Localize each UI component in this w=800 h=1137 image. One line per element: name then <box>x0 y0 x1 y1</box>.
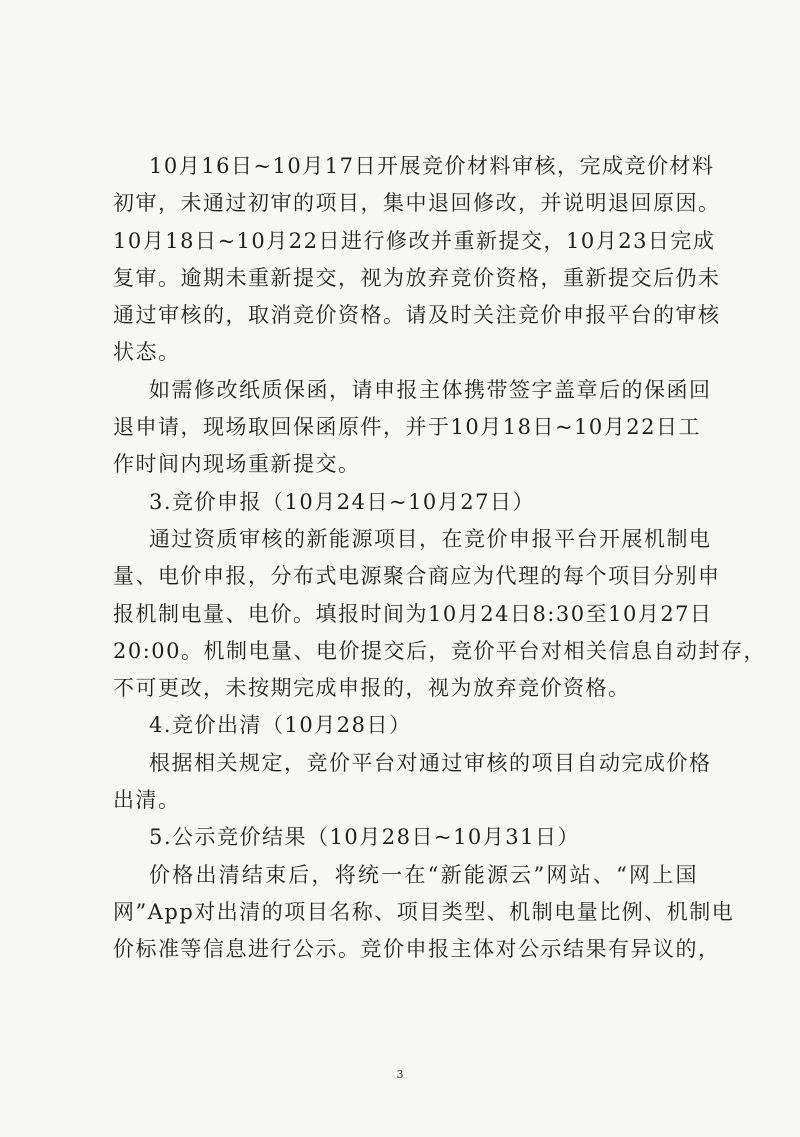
text-line: 根据相关规定，竞价平台对通过审核的项目自动完成价格 <box>149 750 712 775</box>
text-line: 状态。 <box>113 340 181 365</box>
text-line: 10月16日~10月17日开展竞价材料审核，完成竞价材料 <box>149 154 715 178</box>
text-line: 复审。逾期未重新提交，视为放弃竞价资格，重新提交后仍未 <box>113 265 721 290</box>
text-line: 初审，未通过初审的项目，集中退回修改，并说明退回原因。 <box>113 191 721 216</box>
text-line: 20:00。机制电量、电价提交后，竞价平台对相关信息自动封存， <box>113 638 767 663</box>
text-line: 退申请，现场取回保函原件，并于10月18日~10月22日工 <box>113 415 701 440</box>
text-line: 价标准等信息进行公示。竞价申报主体对公示结果有异议的， <box>113 937 721 962</box>
text-line: 3.竞价申报（10月24日~10月27日） <box>149 489 536 514</box>
text-line: 网”App对出清的项目名称、项目类型、机制电量比例、机制电 <box>113 899 735 924</box>
text-line: 如需修改纸质保函，请申报主体携带签字盖章后的保函回 <box>149 377 712 402</box>
text-line: 4.竞价出清（10月28日） <box>149 713 412 738</box>
text-line: 量、电价申报，分布式电源聚合商应为代理的每个项目分别申 <box>113 564 721 589</box>
text-line: 报机制电量、电价。填报时间为10月24日8:30至10月27日 <box>113 601 713 626</box>
text-line: 出清。 <box>113 788 181 813</box>
text-line: 通过审核的，取消竞价资格。请及时关注竞价申报平台的审核 <box>113 303 721 328</box>
body-text <box>113 148 767 969</box>
page-number: 3 <box>396 1068 404 1081</box>
text-line: 价格出清结束后，将统一在“新能源云”网站、“网上国 <box>149 862 698 887</box>
text-line: 10月18日~10月22日进行修改并重新提交，10月23日完成 <box>113 228 716 253</box>
text-line: 作时间内现场重新提交。 <box>113 452 361 477</box>
text-line: 通过资质审核的新能源项目，在竞价申报平台开展机制电 <box>149 526 712 551</box>
text-line: 不可更改，未按期完成申报的，视为放弃竞价资格。 <box>113 676 631 701</box>
text-line: 5.公示竞价结果（10月28日~10月31日） <box>149 825 581 850</box>
